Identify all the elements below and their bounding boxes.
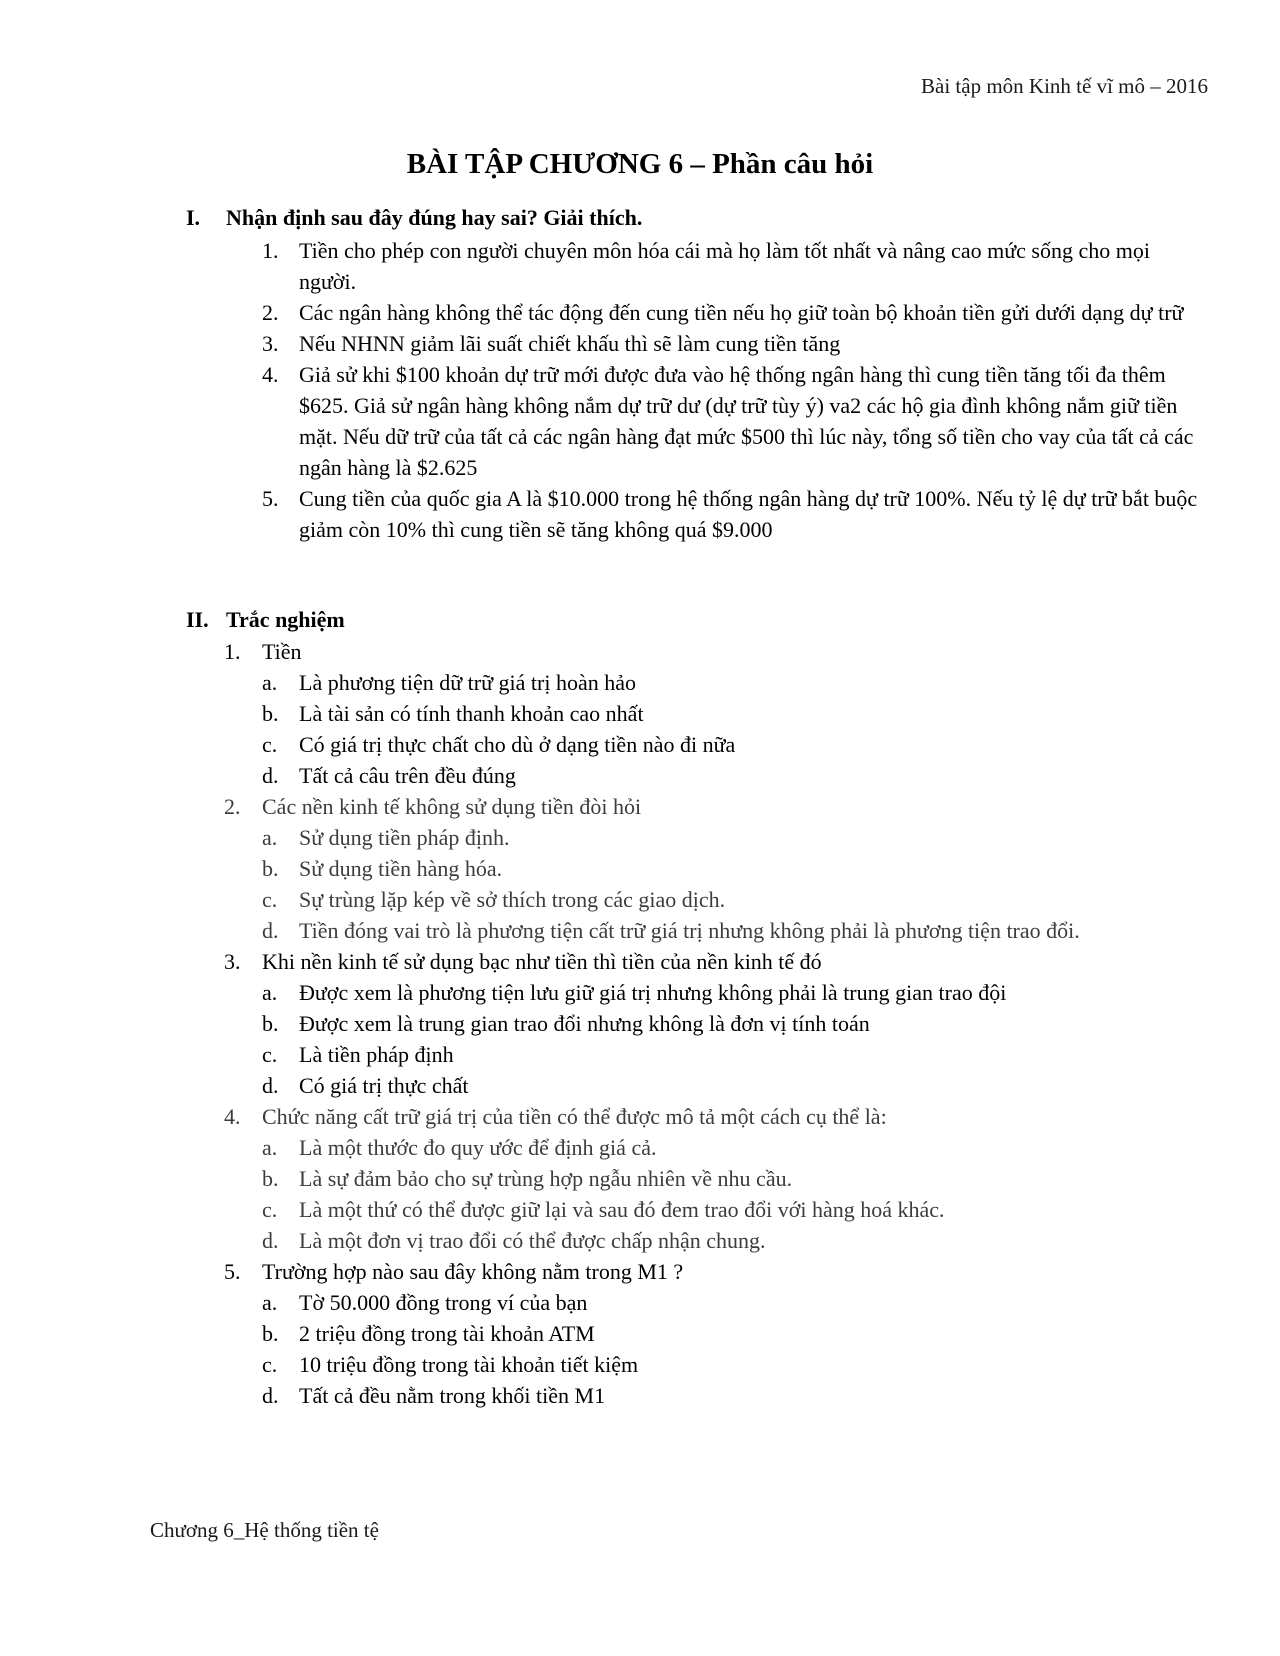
option-text: Tờ 50.000 đồng trong ví của bạn [299,1290,588,1315]
question-number: 3. [224,949,241,974]
question-text: Trường hợp nào sau đây không nằm trong M1 ? [262,1259,684,1284]
option-letter: a. [262,980,278,1005]
option [262,1225,1214,1256]
item-number: 2. [262,300,279,325]
item-text: Nếu NHNN giảm lãi suất chiết khấu thì sẽ làm cung tiền tăng [299,331,841,356]
option-letter: c. [262,1197,278,1222]
option-text: Là một thứ có thể được giữ lại và sau đó đem trao đổi với hàng hoá khác. [299,1197,945,1222]
option [262,1194,1214,1225]
option-text: Có giá trị thực chất cho dù ở dạng tiền nào đi nữa [299,732,736,757]
section-1-number: I. [186,205,201,230]
section-1-heading [186,202,642,233]
options-list [262,822,1214,946]
multiple-choice-list [224,636,1214,1411]
item-number: 1. [262,238,279,263]
option [262,1163,1214,1194]
option-text: Có giá trị thực chất [299,1073,469,1098]
section-1-title: Nhận định sau đây đúng hay sai? Giải thích. [226,205,643,230]
option [262,729,1214,760]
option-letter: d. [262,1383,279,1408]
option-text: Sử dụng tiền hàng hóa. [299,856,503,881]
option-text: Được xem là trung gian trao đổi nhưng không là đơn vị tính toán [299,1011,870,1036]
question-text: Các nền kinh tế không sử dụng tiền đòi hỏi [262,794,642,819]
option-letter: b. [262,1321,279,1346]
option [262,698,1214,729]
list-item [262,328,1212,359]
options-list [262,977,1214,1101]
option [262,1070,1214,1101]
option-letter: b. [262,1011,279,1036]
option-letter: a. [262,1290,278,1315]
option [262,1039,1214,1070]
option-letter: a. [262,1135,278,1160]
page-footer: Chương 6_Hệ thống tiền tệ [150,1518,379,1542]
option-letter: c. [262,887,278,912]
option-text: Là phương tiện dữ trữ giá trị hoàn hảo [299,670,636,695]
option [262,1318,1214,1349]
option-text: Sự trùng lặp kép về sở thích trong các giao dịch. [299,887,726,912]
option-letter: b. [262,701,279,726]
option-letter: d. [262,763,279,788]
option-text: Là tài sản có tính thanh khoản cao nhất [299,701,644,726]
option [262,1008,1214,1039]
question [224,946,1214,977]
option-text: Là sự đảm bảo cho sự trùng hợp ngẫu nhiên về nhu cầu. [299,1166,793,1191]
option-letter: d. [262,1228,279,1253]
item-text: Giả sử khi $100 khoản dự trữ mới được đưa vào hệ thống ngân hàng thì cung tiền tăng tối đa thêm $625. Giả sử ngân hàng không nắm dự trữ dư (dự trữ tùy ý) va2 các hộ gia đình không nắm giữ tiền mặt. Nếu dữ trữ của tất cả các ngân hàng đạt mức $500 thì lúc này, tổng số tiền cho vay của tất cả các ngân hàng là $2.625 [299,362,1194,480]
option [262,853,1214,884]
item-number: 3. [262,331,279,356]
option [262,1349,1214,1380]
question [224,636,1214,667]
option-text: 2 triệu đồng trong tài khoản ATM [299,1321,595,1346]
item-text: Cung tiền của quốc gia A là $10.000 trong hệ thống ngân hàng dự trữ 100%. Nếu tỷ lệ dự trữ bắt buộc giảm còn 10% thì cung tiền sẽ tăng không quá $9.000 [299,486,1198,542]
option-text: Tất cả câu trên đều đúng [299,763,516,788]
item-text: Tiền cho phép con người chuyên môn hóa cái mà họ làm tốt nhất và nâng cao mức sống cho mọi người. [299,238,1150,294]
list-item [262,359,1212,483]
page-title: BÀI TẬP CHƯƠNG 6 – Phần câu hỏi [406,148,874,180]
option [262,915,1214,946]
question [224,791,1214,822]
option [262,1380,1214,1411]
option-text: Là một đơn vị trao đổi có thể được chấp nhận chung. [299,1228,766,1253]
option-letter: a. [262,825,278,850]
question-number: 4. [224,1104,241,1129]
option-letter: b. [262,856,279,881]
option [262,977,1214,1008]
option-letter: d. [262,1073,279,1098]
question-text: Khi nền kinh tế sử dụng bạc như tiền thì tiền của nền kinh tế đó [262,949,822,974]
option-letter: c. [262,1352,278,1377]
question [224,1256,1214,1287]
options-list [262,1287,1214,1411]
question-text: Tiền [262,639,302,664]
question [224,1101,1214,1132]
option [262,1132,1214,1163]
item-number: 5. [262,486,279,511]
question-number: 5. [224,1259,241,1284]
option-letter: b. [262,1166,279,1191]
option [262,760,1214,791]
list-item [262,297,1212,328]
option [262,667,1214,698]
question-text: Chức năng cất trữ giá trị của tiền có thể được mô tả một cách cụ thể là: [262,1104,887,1129]
option [262,1287,1214,1318]
item-number: 4. [262,362,279,387]
option [262,884,1214,915]
item-text: Các ngân hàng không thể tác động đến cung tiền nếu họ giữ toàn bộ khoản tiền gửi dưới dạng dự trữ [299,300,1184,325]
options-list [262,667,1214,791]
section-2-title: Trắc nghiệm [226,607,345,632]
list-item [262,235,1212,297]
option-letter: c. [262,732,278,757]
question-number: 2. [224,794,241,819]
section-2-heading [186,604,345,635]
question-number: 1. [224,639,241,664]
option-text: Tiền đóng vai trò là phương tiện cất trữ giá trị nhưng không phải là phương tiện trao đổi. [299,918,1080,943]
section-2-number: II. [186,607,209,632]
page-header: Bài tập môn Kinh tế vĩ mô – 2016 [921,74,1208,98]
option-text: Sử dụng tiền pháp định. [299,825,510,850]
true-false-list [262,235,1212,545]
option-letter: c. [262,1042,278,1067]
options-list [262,1132,1214,1256]
option-text: Là tiền pháp định [299,1042,454,1067]
option-letter: a. [262,670,278,695]
option-letter: d. [262,918,279,943]
option [262,822,1214,853]
option-text: Tất cả đều nằm trong khối tiền M1 [299,1383,606,1408]
list-item [262,483,1212,545]
option-text: 10 triệu đồng trong tài khoản tiết kiệm [299,1352,639,1377]
option-text: Được xem là phương tiện lưu giữ giá trị nhưng không phải là trung gian trao đội [299,980,1007,1005]
option-text: Là một thước đo quy ước để định giá cả. [299,1135,657,1160]
